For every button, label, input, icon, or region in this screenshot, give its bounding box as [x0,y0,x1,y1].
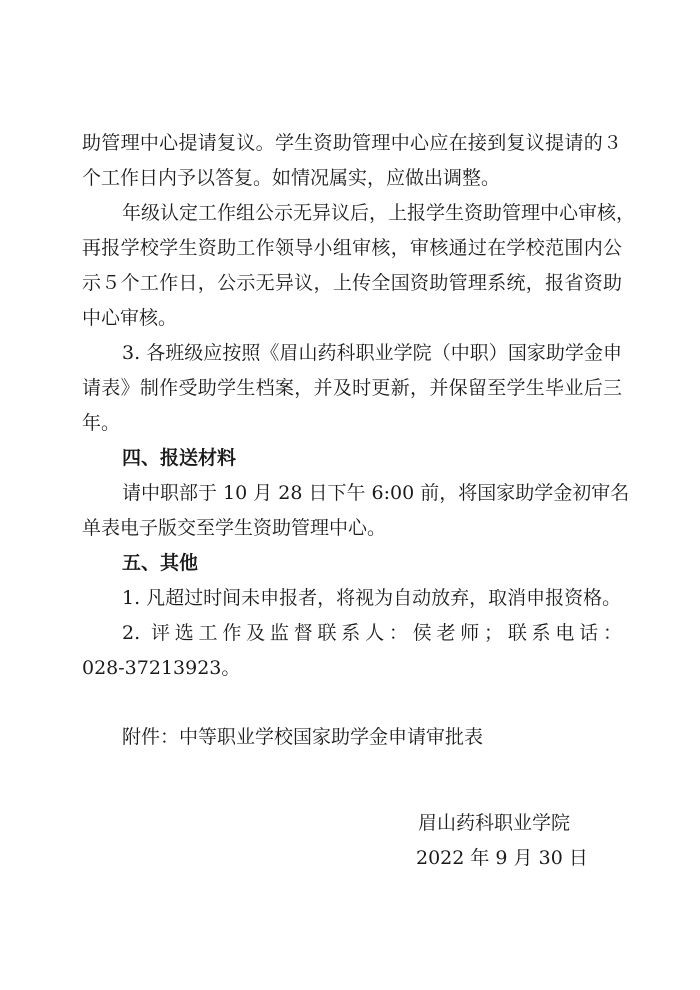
body-text-line: 3. 各班级应按照《眉山药科职业学院（中职）国家助学金申 [122,342,622,364]
list-item: 1. 凡超过时间未申报者，将视为自动放弃，取消申报资格。 [122,587,622,609]
body-text-line: 再报学校学生资助工作领导小组审核，审核通过在学校范围内公 [82,237,622,259]
body-text-line: 年级认定工作组公示无异议后，上报学生资助管理中心审核， [122,202,636,224]
body-text-line: 年。 [82,412,121,434]
body-text-line: 028-37213923。 [82,657,241,679]
attachment-note: 附件：中等职业学校国家助学金申请审批表 [122,726,484,748]
body-text-line: 请中职部于 10 月 28 日下午 6:00 前，将国家助学金初审名 [122,482,630,504]
section-heading: 四、报送材料 [122,447,237,469]
list-item: 2. 评选工作及监督联系人：侯老师；联系电话： [122,622,622,644]
body-text-line: 示５个工作日，公示无异议，上传全国资助管理系统，报省资助 [82,272,622,294]
body-text-line: 请表》制作受助学生档案，并及时更新，并保留至学生毕业后三 [82,377,622,399]
section-heading: 五、其他 [122,552,199,574]
signature-organization: 眉山药科职业学院 [418,812,571,834]
body-text-line: 单表电子版交至学生资助管理中心。 [82,517,387,539]
body-text-line: 中心审核。 [82,307,178,329]
body-text-line: 个工作日内予以答复。如情况属实，应做出调整。 [82,167,501,189]
body-text-line: 助管理中心提请复议。学生资助管理中心应在接到复议提请的３ [82,132,622,154]
signature-date: 2022 年 9 月 30 日 [416,847,588,869]
